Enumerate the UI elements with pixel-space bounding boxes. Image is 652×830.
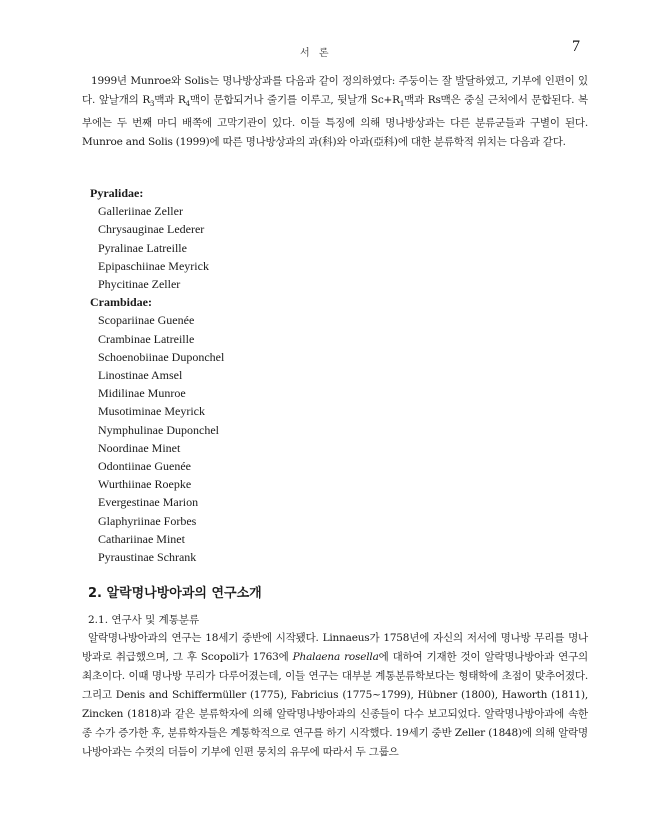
- history-paragraph: [82, 629, 588, 762]
- subfamily-item: Glaphyriinae Forbes: [98, 513, 197, 528]
- taxonomy-list: [90, 184, 224, 566]
- species-name: Phalaena rosella: [292, 651, 379, 663]
- history-text-1: 알락명나방아과의 연구는 18세기 중반에 시작됐다. Linnaeus가 1758년에 자신의 저서에 명나방 무리를 명나방과로 취급했으며, 그 후 Scopoli가 1763에: [82, 632, 588, 663]
- section-heading: 2. 알락명나방아과의 연구소개: [88, 586, 262, 601]
- family-heading: Crambidae:: [90, 295, 152, 310]
- intro-text-1: 1999년 Munroe와 Solis는 명나방상과를 다음과 같이 정의하였다: 주둥이는 잘 발달하였고, 기부에 인편이 있다. 앞날개의 R: [82, 75, 588, 106]
- subfamily-group: [90, 311, 224, 566]
- subscript-r3: 3: [150, 100, 155, 109]
- subfamily-item: Nymphulinae Duponchel: [98, 422, 219, 437]
- subfamily-item: Musotiminae Meyrick: [98, 404, 205, 419]
- intro-text-2: 맥과 R: [154, 94, 186, 106]
- intro-text-3: 맥이 문합되거나 줄기를 이루고, 뒷날개 Sc+R: [189, 94, 400, 106]
- subfamily-item: Cathariinae Minet: [98, 531, 185, 546]
- family-name: Crambidae: [90, 295, 148, 310]
- subfamily-item: Pyraustinae Schrank: [98, 550, 197, 565]
- subfamily-item: Epipaschiinae Meyrick: [98, 258, 209, 273]
- subfamily-item: Pyralinae Latreille: [98, 240, 187, 255]
- subfamily-item: Wurthiinae Roepke: [98, 477, 192, 492]
- intro-text-4: 맥과 Rs맥은 중실 근처에서 문합된다. 복부에는 두 번째 마디 배쪽에 고막기관이 있다. 이들 특징에 의해 명나방상과는 다른 분류군들과 구별이 된다. Munroe and Solis (1999)에 따른 명나방상과의 과(科)와 아과(亞科)에 대한 분류학적 위치는 다음과 같다.: [82, 94, 588, 149]
- intro-paragraph: [82, 72, 588, 152]
- subfamily-item: Scopariinae Guenée: [98, 313, 195, 328]
- subfamily-item: Chrysauginae Lederer: [98, 222, 205, 237]
- family-heading: Pyralidae:: [90, 186, 144, 200]
- family-name: Pyralidae: [90, 186, 140, 200]
- subfamily-item: Schoenobiinae Duponchel: [98, 349, 225, 364]
- history-text-2: 에 대하여 기재한 것이 알락명나방아과 연구의 최초이다. 이때 명나방 무리가 다루어졌는데, 이들 연구는 대부분 계통분류학보다는 형태학에 초점이 맞추어졌다. 그리고 Denis and Schiffermüller (1775), Fabricius (1775~1799), Hübner (1800), Haworth (1811), Zincken (1818)과 같은 분류학자에 의해 알락명나방아과의 신종들이 다수 보고되었다. 알락명나방아과에 속한 종 수가 증가한 후, 분류학자들은 계통학적으로 연구를 하기 시작했다. 19세기 중반 Zeller (1848)에 의해 알락명나방아과는 수컷의 더듬이 기부에 인편 뭉치의 유무에 따라서 두 그룹으: [82, 651, 588, 758]
- subfamily-item: Noordinae Minet: [98, 440, 181, 455]
- subscript-r4: 4: [185, 100, 190, 109]
- subfamily-item: Evergestinae Marion: [98, 495, 199, 510]
- running-head: 서 론: [300, 48, 332, 59]
- subfamily-item: Midilinae Munroe: [98, 386, 186, 401]
- page-number: 7: [572, 38, 580, 55]
- subsection-heading: 2.1. 연구사 및 계통분류: [88, 614, 200, 626]
- subfamily-group: [90, 202, 224, 293]
- subfamily-item: Galleriinae Zeller: [98, 204, 183, 219]
- subfamily-item: Linostinae Amsel: [98, 368, 183, 383]
- subfamily-item: Phycitinae Zeller: [98, 277, 181, 292]
- subfamily-item: Crambinae Latreille: [98, 331, 195, 346]
- subscript-r1: 1: [399, 100, 405, 109]
- subfamily-item: Odontiinae Guenée: [98, 459, 191, 474]
